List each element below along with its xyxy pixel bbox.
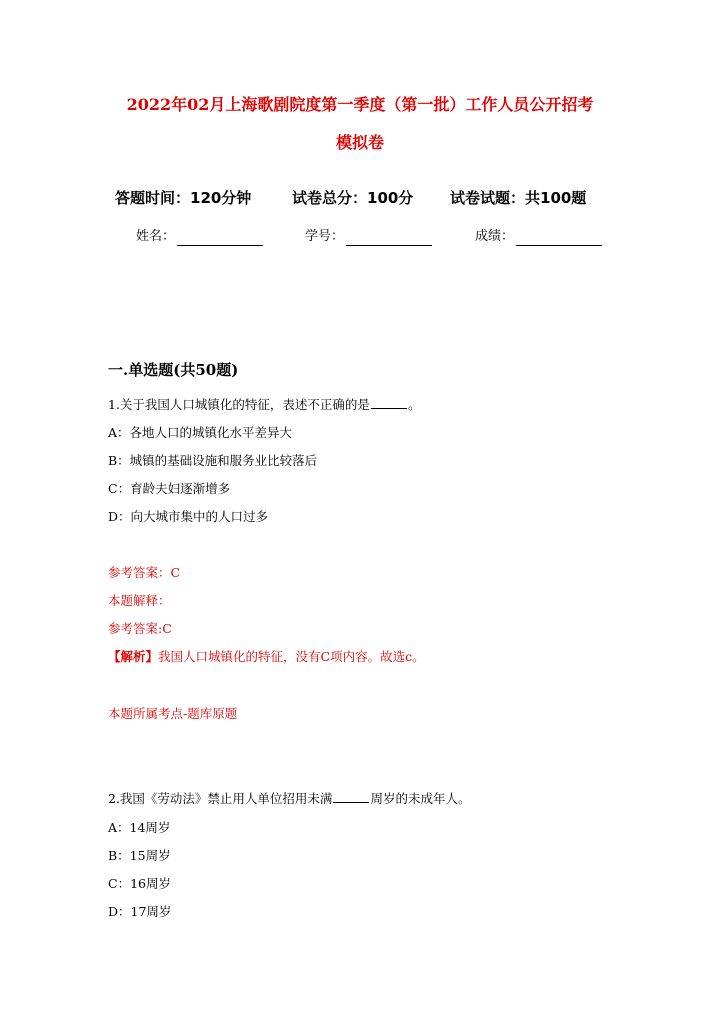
question-1-option-a: A：各地人口的城镇化水平差异大 [108,425,293,440]
question-1-stem [108,396,420,414]
question-1-option-b: B：城镇的基础设施和服务业比较落后 [108,453,318,468]
question-2-option-d: D：17周岁 [108,904,172,919]
question-2-blank [333,790,369,803]
score-blank[interactable] [516,231,602,246]
id-blank[interactable] [346,231,432,246]
analysis-text: 我国人口城镇化的特征，没有C项内容。故选c。 [158,649,425,664]
name-label: 姓名： [136,229,176,244]
name-blank[interactable] [177,231,263,246]
question-1-knowledge: 本题所属考点-题库原题 [108,706,238,721]
question-1-blank [371,396,407,409]
question-1-explain-label: 本题解释： [108,593,171,608]
question-2-option-c: C：16周岁 [108,876,171,891]
exam-title-line1: 2022年02月上海歌剧院度第一季度（第一批）工作人员公开招考 [126,95,594,114]
exam-time: 答题时间：120分钟 [115,189,252,207]
question-1-stem-text: 1.关于我国人口城镇化的特征，表述不正确的是 [108,397,370,412]
section-title: 一.单选题(共50题) [108,361,239,379]
id-field [305,228,432,246]
question-2-stem-text: 2.我国《劳动法》禁止用人单位招用未满 [108,791,333,806]
score-field [475,228,602,246]
question-1-option-c: C：育龄夫妇逐渐增多 [108,481,231,496]
question-2-option-a: A：14周岁 [108,820,171,835]
score-label: 成绩： [475,229,515,244]
question-1-option-d: D：向大城市集中的人口过多 [108,509,269,524]
question-1-answer: 参考答案：C [108,565,181,580]
name-field [136,228,263,246]
question-1-analysis [108,648,425,666]
analysis-tag: 【解析】 [108,649,159,664]
question-2-stem-end: 周岁的未成年人。 [370,791,471,806]
question-2-stem [108,790,470,808]
question-1-stem-end: 。 [407,397,421,412]
question-1-answer-repeat: 参考答案:C [108,621,172,636]
id-label: 学号： [305,229,345,244]
exam-title-line2: 模拟卷 [335,133,384,152]
question-2-option-b: B：15周岁 [108,848,171,863]
exam-total-score: 试卷总分：100分 [292,189,414,207]
exam-total-questions: 试卷试题：共100题 [450,189,587,207]
